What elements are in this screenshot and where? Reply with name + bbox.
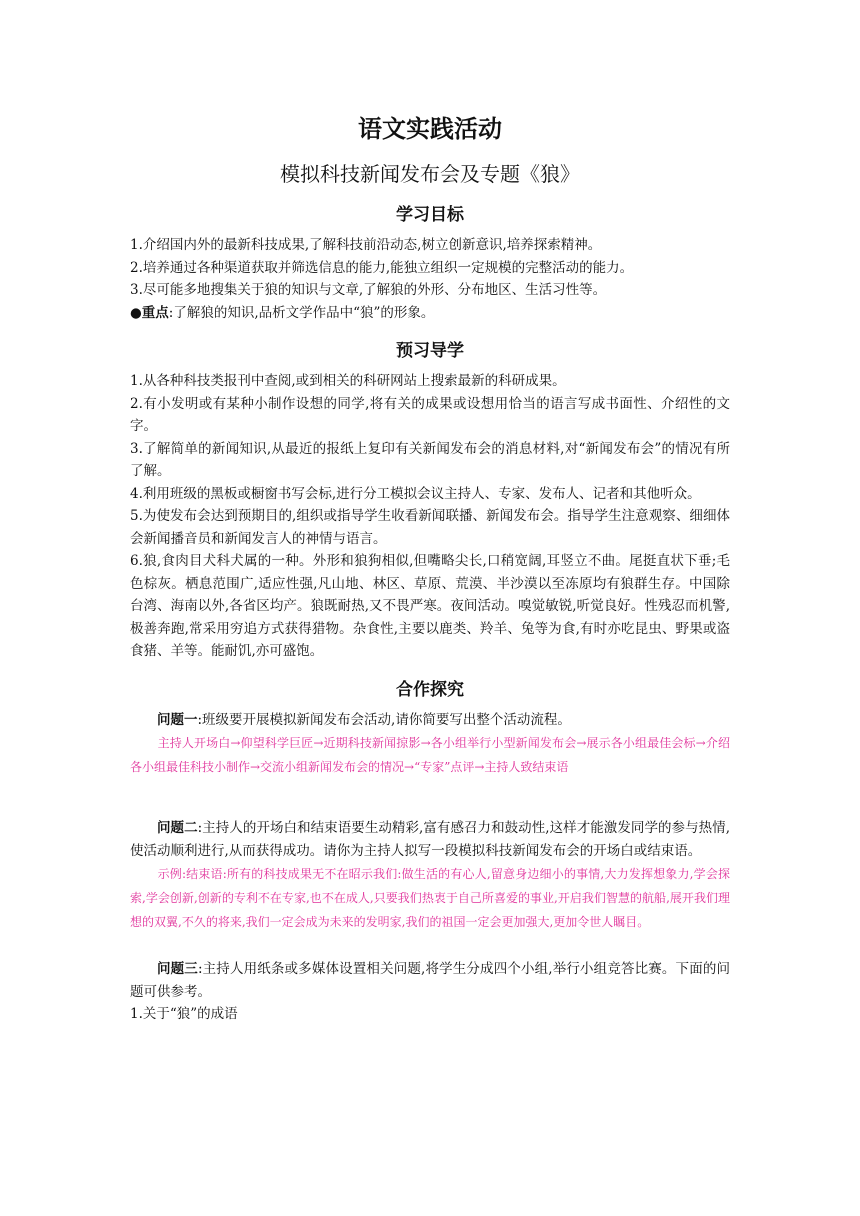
- question-one: [130, 709, 730, 732]
- question-two: [130, 817, 730, 862]
- preview-item: 4.利用班级的黑板或橱窗书写会标,进行分工模拟会议主持人、专家、发布人、记者和其他听众。: [130, 485, 701, 502]
- doc-subtitle: 模拟科技新闻发布会及专题《狼》: [280, 162, 580, 186]
- goals-heading: 学习目标: [396, 205, 464, 225]
- goal-item: 3.尽可能多地搜集关于狼的知识与文章,了解狼的外形、分布地区、生活习性等。: [130, 282, 607, 298]
- key-label: ●重点: [130, 304, 169, 321]
- doc-title: 语文实践活动: [358, 114, 502, 143]
- document-page: [130, 100, 730, 1026]
- key-text: :了解狼的知识,品析文学作品中“狼”的形象。: [168, 304, 435, 321]
- spacer: [130, 934, 730, 958]
- q3-label: 问题三: [157, 961, 198, 977]
- goal-item: 1.介绍国内外的最新科技成果,了解科技前沿动态,树立创新意识,培养探索精神。: [130, 237, 602, 253]
- explore-heading: 合作探究: [396, 679, 464, 700]
- q3-item: 1.关于“狼”的成语: [130, 1006, 238, 1022]
- q2-label: 问题二: [157, 820, 198, 836]
- preview-item: 3.了解简单的新闻知识,从最近的报纸上复印有关新闻发布会的消息材料,对“新闻发布会”的情况有所了解。: [130, 440, 730, 479]
- preview-item: 6.狼,食肉目犬科犬属的一种。外形和狼狗相似,但嘴略尖长,口稍宽阔,耳竖立不曲。尾挺直状下垂;毛色棕灰。栖息范围广,适应性强,凡山地、林区、草原、荒漠、半沙漠以至冻原均有狼群生存。中国除台湾、海南以外,各省区均产。狼既耐热,又不畏严寒。夜间活动。嗅觉敏锐,听觉良好。性残忍而机警,极善奔跑,常采用穷追方式获得猎物。杂食性,主要以鹿类、羚羊、兔等为食,有时亦吃昆虫、野果或盗食猪、羊等。能耐饥,亦可盛饱。: [130, 553, 730, 659]
- preview-item: 1.从各种科技类报刊中查阅,或到相关的科研网站上搜索最新的科研成果。: [130, 373, 566, 389]
- q1-answer: 主持人开场白→仰望科学巨匠→近期科技新闻掠影→各小组举行小型新闻发布会→展示各小组最佳会标→介绍各小组最佳科技小制作→交流小组新闻发布会的情况→“专家”点评→主持人致结束语: [130, 736, 730, 774]
- preview-heading: 预习导学: [396, 341, 464, 361]
- goal-item: 2.培养通过各种渠道获取并筛选信息的能力,能独立组织一定规模的完整活动的能力。: [130, 259, 634, 276]
- q1-label: 问题一: [157, 711, 198, 728]
- q2-answer: 示例:结束语:所有的科技成果无不在昭示我们:做生活的有心人,留意身边细小的事情,大力发挥想象力,学会探索,学会创新,创新的专利不在专家,也不在成人,只要我们热衷于自己所喜爱的事业,开启我们智慧的航船,展开我们理想的双翼,不久的将来,我们一定会成为未来的发明家,我们的祖国一定会更加强大,更加令世人瞩目。: [130, 867, 730, 929]
- preview-item: 5.为使发布会达到预期目的,组织或指导学生收看新闻联播、新闻发布会。指导学生注意观察、细细体会新闻播音员和新闻发言人的神情与语言。: [130, 508, 730, 547]
- question-three: [130, 958, 730, 1003]
- q1-text: :班级要开展模拟新闻发布会活动,请你简要写出整个活动流程。: [197, 711, 571, 728]
- q2-text: :主持人的开场白和结束语要生动精彩,富有感召力和鼓动性,这样才能激发同学的参与热情,使活动顺利进行,从而获得成功。请你为主持人拟写一段模拟科技新闻发布会的开场白或结束语。: [130, 820, 731, 859]
- spacer: [130, 779, 730, 817]
- q3-text: :主持人用纸条或多媒体设置相关问题,将学生分成四个小组,举行小组竞答比赛。下面的问题可供参考。: [130, 961, 730, 1000]
- preview-item: 2.有小发明或有某种小制作设想的同学,将有关的成果或设想用恰当的语言写成书面性、介绍性的文字。: [130, 395, 730, 434]
- goal-key-point: [130, 302, 730, 325]
